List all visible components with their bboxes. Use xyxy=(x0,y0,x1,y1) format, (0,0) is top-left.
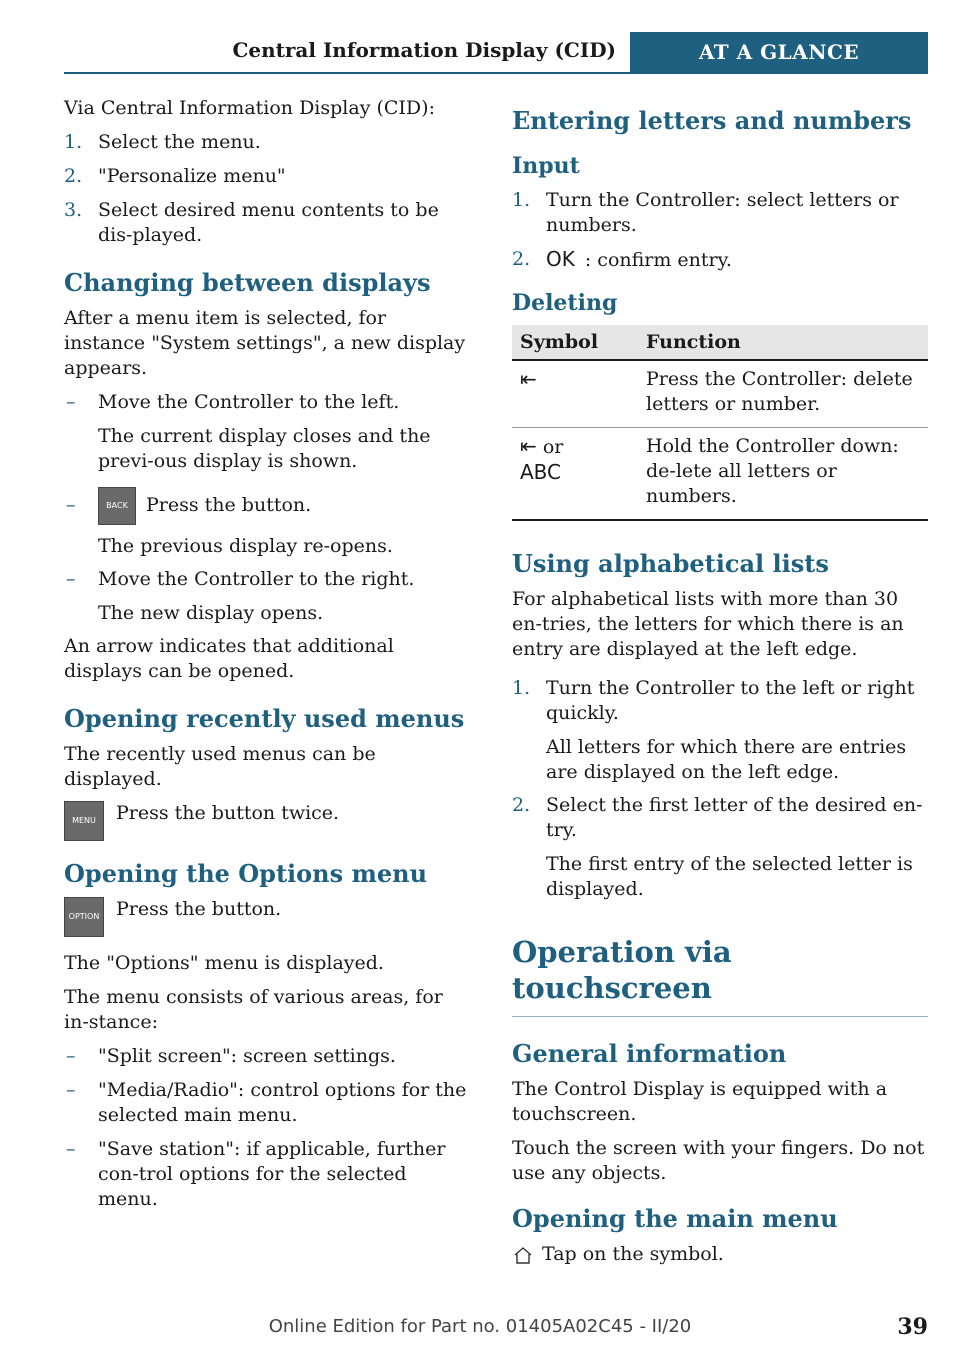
intro-text: Via Central Information Display (CID): xyxy=(64,97,435,119)
list-item: 1. Select the menu. xyxy=(64,131,261,153)
main-menu-text: Tap on the symbol. xyxy=(512,1242,928,1267)
list-item: – Move the Controller to the left. xyxy=(66,391,400,413)
table-row: ⇤ or ABC Hold the Controller down: de-lete all letters or numbers. xyxy=(512,428,928,521)
heading-recent-menus: Opening recently used menus xyxy=(64,704,465,733)
header-title: Central Information Display (CID) xyxy=(232,38,616,62)
list-subtext: All letters for which there are entries are displayed on the left edge. xyxy=(546,736,907,783)
page-header xyxy=(64,32,928,74)
back-button-icon: BACK xyxy=(98,487,136,525)
heading-input: Input xyxy=(512,153,580,179)
list-subtext: The current display closes and the previ-ous display is shown. xyxy=(98,425,431,472)
list-item: – "Media/Radio": control options for the selected main menu. xyxy=(66,1079,467,1126)
heading-deleting: Deleting xyxy=(512,290,618,316)
heading-entering-letters: Entering letters and numbers xyxy=(512,106,912,135)
list-subtext: The first entry of the selected letter is displayed. xyxy=(546,853,913,900)
list-item: 1. Turn the Controller to the left or right quickly. xyxy=(512,677,915,724)
options-displayed: The "Options" menu is displayed. xyxy=(64,952,384,974)
page-number: 39 xyxy=(897,1314,928,1340)
list-item: – Move the Controller to the right. xyxy=(66,568,415,590)
list-item: 2. "Personalize menu" xyxy=(64,165,286,187)
menu-button-icon: MENU xyxy=(64,801,104,841)
heading-options-menu: Opening the Options menu xyxy=(64,859,428,888)
delete-arrow-icon: ⇤ xyxy=(520,367,537,391)
option-button-row: OPTION Press the button. xyxy=(64,897,472,937)
heading-main-menu: Opening the main menu xyxy=(512,1204,838,1233)
header-section-tab: AT A GLANCE xyxy=(630,32,928,72)
list-item: – BACK Press the button. xyxy=(64,486,472,525)
list-subtext: The previous display re-opens. xyxy=(98,535,393,557)
list-item: 1. Turn the Controller: select letters or numbers. xyxy=(512,189,899,236)
delete-arrow-icon: ⇤ xyxy=(520,434,537,458)
footer-edition: Online Edition for Part no. 01405A02C45 - II/20 xyxy=(268,1316,692,1337)
option-button-icon: OPTION xyxy=(64,897,104,937)
heading-touchscreen: Operation via touchscreen xyxy=(512,934,928,1017)
table-header-symbol: Symbol xyxy=(512,325,638,360)
alpha-text: For alphabetical lists with more than 30 en-tries, the letters for which there is an entry are displayed at the left edge. xyxy=(512,588,904,660)
ok-icon: OK xyxy=(546,247,575,271)
menu-button-row: MENU Press the button twice. xyxy=(64,801,472,841)
delete-symbol-table xyxy=(512,325,928,521)
recent-text: The recently used menus can be displayed. xyxy=(64,743,376,790)
list-item: 3. Select desired menu contents to be dis-played. xyxy=(64,199,439,246)
home-icon xyxy=(512,1244,534,1266)
abc-icon: ABC xyxy=(520,460,562,484)
options-consists: The menu consists of various areas, for in-stance: xyxy=(64,986,443,1033)
table-row: ⇤ Press the Controller: delete letters or number. xyxy=(512,360,928,428)
changing-text: After a menu item is selected, for instance "System settings", a new display appears. xyxy=(64,307,466,379)
right-column xyxy=(512,96,928,1276)
heading-general-info: General information xyxy=(512,1039,787,1068)
list-item: 2. OK : confirm entry. xyxy=(512,247,732,271)
table-header-function: Function xyxy=(638,325,928,360)
list-item: – "Save station": if applicable, further con-trol options for the selected menu. xyxy=(66,1138,446,1210)
left-column xyxy=(64,96,472,1221)
heading-changing-displays: Changing between displays xyxy=(64,268,431,297)
general-text-1: The Control Display is equipped with a touchscreen. xyxy=(512,1078,888,1125)
list-item: – "Split screen": screen settings. xyxy=(66,1045,396,1067)
list-subtext: The new display opens. xyxy=(98,602,324,624)
heading-alphabetical-lists: Using alphabetical lists xyxy=(512,549,829,578)
arrow-note: An arrow indicates that additional displays can be opened. xyxy=(64,635,394,682)
general-text-2: Touch the screen with your fingers. Do not use any objects. xyxy=(512,1137,925,1184)
list-item: 2. Select the first letter of the desired en-try. xyxy=(512,794,923,841)
